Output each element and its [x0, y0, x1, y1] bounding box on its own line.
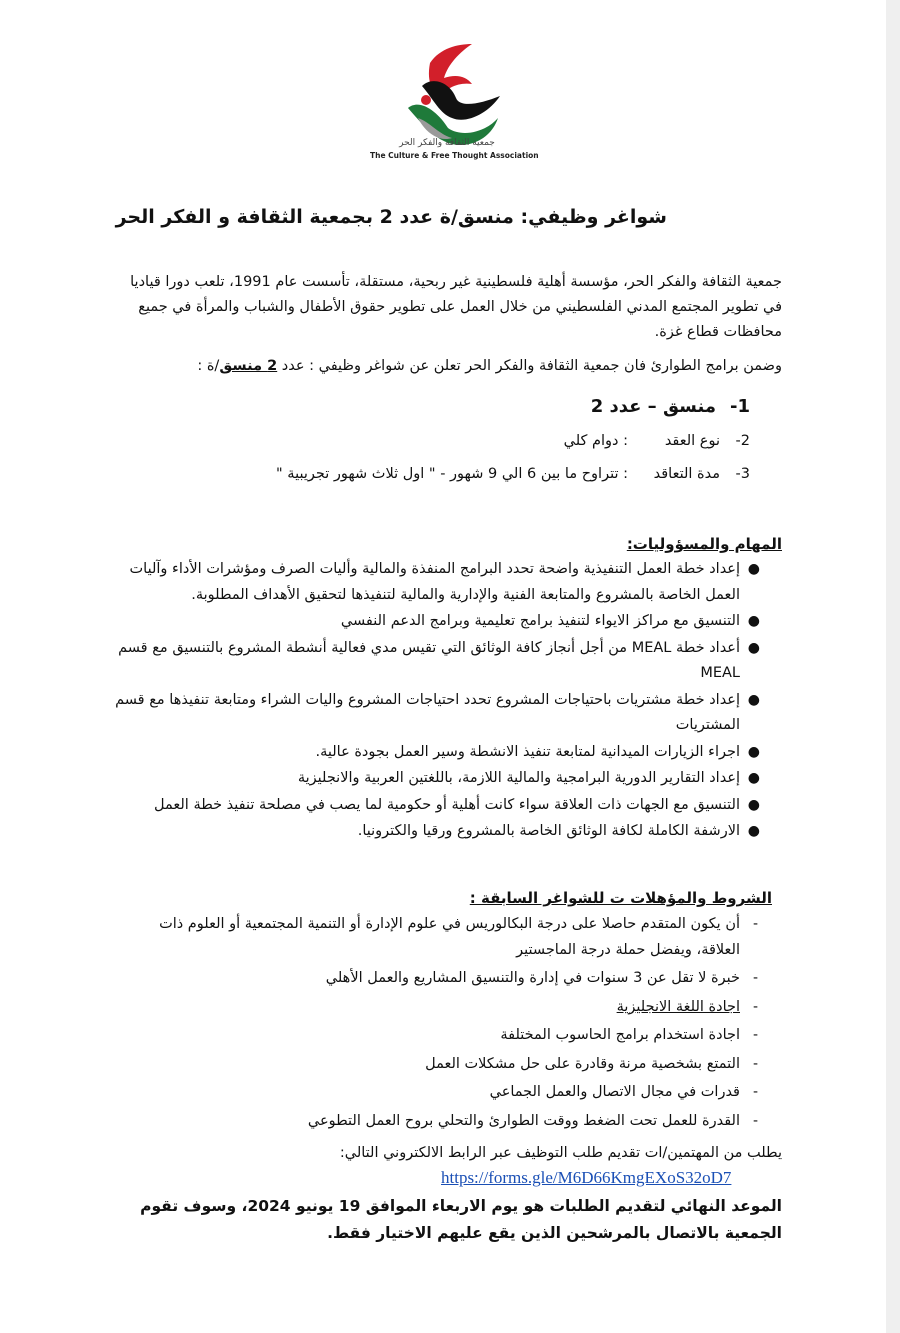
- position-number: 1-: [729, 396, 750, 417]
- dash-icon: -: [752, 1027, 758, 1043]
- dash-icon: -: [752, 1084, 758, 1100]
- list-item: ● إعداد التقارير الدورية البرامجية والمالية اللازمة، باللغتين العربية والانجليزية: [112, 766, 782, 792]
- logo-dot: [421, 95, 431, 105]
- position-heading: [591, 396, 750, 417]
- contract-duration-row: [276, 466, 750, 482]
- bullet-icon: ●: [747, 796, 760, 813]
- list-item: - أن يكون المتقدم حاصلا على درجة البكالوريس في علوم الإدارة أو التنمية المجتمعية أو العلوم ذات العلاقة، ويفضل حملة درجة الماجستير: [112, 912, 782, 963]
- bullet-icon: ●: [747, 639, 760, 656]
- dash-icon: -: [752, 1055, 758, 1072]
- detail-label: نوع العقد: [664, 433, 720, 449]
- dash-icon: -: [752, 998, 758, 1015]
- announcement-highlight: 2 منسق: [219, 358, 278, 374]
- bullet-icon: ●: [747, 770, 760, 786]
- position-label: منسق – عدد 2: [590, 396, 716, 417]
- list-item: ● اجراء الزيارات الميدانية لمتابعة تنفيذ الانشطة وسير العمل بجودة عالية.: [112, 740, 782, 766]
- list-item: ● التنسيق مع الجهات ذات العلاقة سواء كانت أهلية أو حكومية لما يصب في مصلحة تنفيذ خطة العمل: [112, 793, 782, 819]
- application-form-link[interactable]: https://forms.gle/M6D66KmgEXoS32oD7: [441, 1168, 732, 1187]
- list-item: - التمتع بشخصية مرنة وقادرة على حل مشكلات العمل: [112, 1052, 782, 1078]
- dash-icon: -: [752, 970, 758, 986]
- logo-arabic-name: جمعية الثقافة والفكر الحر: [399, 138, 495, 148]
- contract-type-row: [564, 433, 750, 449]
- list-item: ● إعداد خطة العمل التنفيذية واضحة تحدد البرامج المنفذة والمالية وأليات الصرف ومؤشرات الأداء وآليات العمل الخاصة بالمشروع والمتابعة الفنية والإدارية والمالية لتنفيذها لتحقيق الأهداف المطلوبة.: [112, 557, 782, 608]
- intro-paragraph: جمعية الثقافة والفكر الحر، مؤسسة أهلية فلسطينية غير ربحية، مستقلة، تأسست عام 1991، تلعب دورا قياديا في تطوير المجتمع المدني الفلسطيني من خلال العمل على تطوير حقوق الأطفال والشباب والمرأة في جميع محافظات قطاع غزة.: [130, 274, 782, 340]
- list-item: ● إعداد خطة مشتريات باحتياجات المشروع تحدد احتياجات المشروع واليات الشراء ومتابعة تنفيذها مع قسم المشتريات: [112, 688, 782, 739]
- conditions-heading: الشروط والمؤهلات ت للشواغر السابقة :: [469, 889, 772, 907]
- responsibilities-list: [112, 557, 782, 846]
- list-item: ● الارشفة الكاملة لكافة الوثائق الخاصة بالمشروع ورقيا والكترونيا.: [112, 819, 782, 845]
- bullet-icon: ●: [747, 823, 760, 839]
- association-logo: [360, 38, 540, 168]
- detail-label: مدة التعاقد: [653, 466, 720, 482]
- announcement: [102, 358, 782, 374]
- apply-instructions: يطلب من المهتمين/ات تقديم طلب التوظيف عبر الرابط الالكتروني التالي:: [339, 1145, 782, 1161]
- detail-value: : دوام كلي: [563, 433, 628, 449]
- list-item: ● أعداد خطة MEAL من أجل أنجاز كافة الوثائق التي تقيس مدي فعالية أنشطة المشروع بالتنسيق مع قسم MEAL: [112, 636, 782, 687]
- dash-icon: -: [752, 1112, 758, 1129]
- list-item: - قدرات في مجال الاتصال والعمل الجماعي: [112, 1080, 782, 1106]
- list-item: - اجادة اللغة الانجليزية: [112, 995, 782, 1021]
- announcement-text: وضمن برامج الطوارئ فان جمعية الثقافة والفكر الحر تعلن عن شواغر وظيفي : عدد: [277, 358, 782, 374]
- bullet-icon: ●: [747, 561, 760, 577]
- list-item: - اجادة استخدام برامج الحاسوب المختلفة: [112, 1023, 782, 1049]
- list-item: - خبرة لا تقل عن 3 سنوات في إدارة والتنسيق المشاريع والعمل الأهلي: [112, 966, 782, 992]
- bullet-icon: ●: [747, 691, 760, 708]
- page-title: شواغر وظيفي: منسق/ة عدد 2 بجمعية الثقافة و الفكر الحر: [115, 206, 667, 228]
- detail-number: 3-: [735, 466, 750, 482]
- deadline-notice: الموعد النهائي لتقديم الطلبات هو يوم الاربعاء الموافق 19 يونيو 2024، وسوف تقوم الجمعية بالاتصال بالمرشحين الذين يقع عليهم الاختيار فقط.: [140, 1197, 782, 1242]
- bullet-icon: ●: [747, 613, 760, 629]
- list-item: - القدرة للعمل تحت الضغط ووقت الطوارئ والتحلي بروح العمل التطوعي: [112, 1109, 782, 1135]
- conditions-list: [112, 912, 782, 1137]
- bullet-icon: ●: [747, 743, 760, 760]
- responsibilities-heading: المهام والمسؤوليات:: [626, 535, 782, 553]
- logo-english-name: The Culture & Free Thought Association: [370, 151, 539, 160]
- list-item: ● التنسيق مع مراكز الايواء لتنفيذ برامج تعليمية وبرامج الدعم النفسي: [112, 609, 782, 635]
- dash-icon: -: [752, 916, 758, 932]
- detail-number: 2-: [735, 433, 750, 449]
- announcement-suffix: /ة :: [197, 358, 220, 374]
- detail-value: : تتراوح ما بين 6 الي 9 شهور - " اول ثلاث شهور تجريبية ": [276, 466, 628, 482]
